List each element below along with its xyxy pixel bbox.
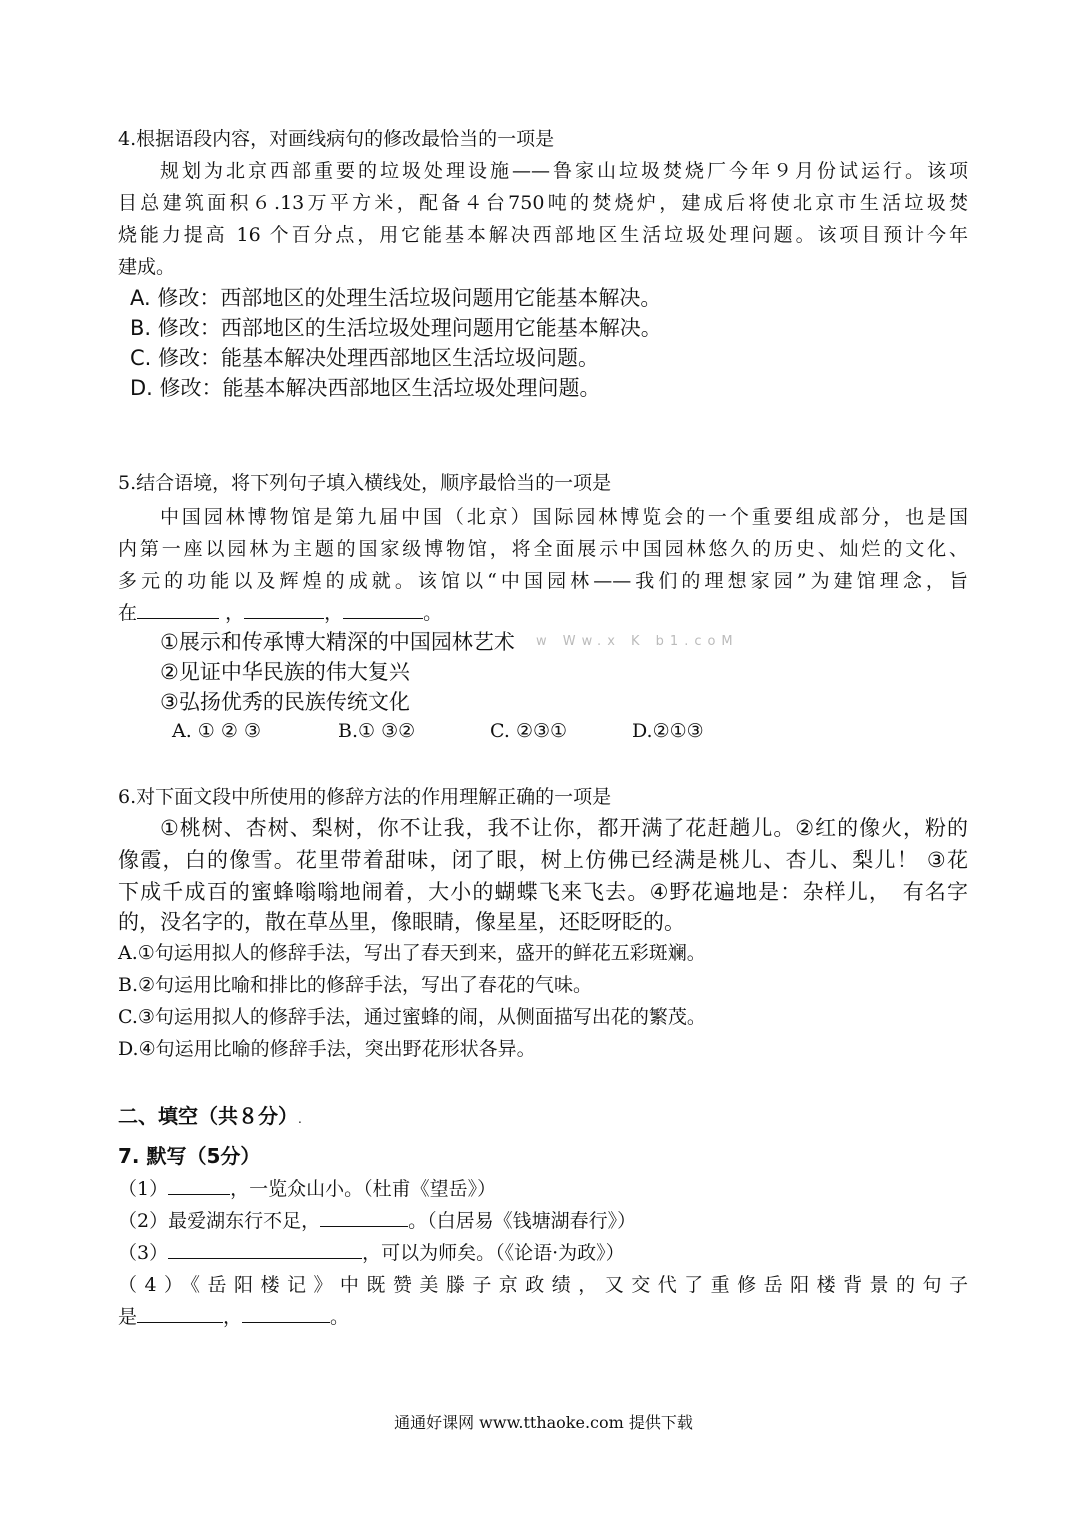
q4-passage-line-4: 建成。 — [118, 256, 176, 278]
q7-line-1-suffix: ，一览众山小。（杜甫《望岳》） — [230, 1178, 497, 1200]
q4-passage-line-2: 目总建筑面积６.13万平方米，配备４台750吨的焚烧炉，建成后将使北京市生活垃圾焚 — [118, 192, 968, 214]
q5-option-a[interactable]: A. ① ② ③ — [172, 720, 261, 742]
q5-separator: 。 — [423, 602, 443, 624]
q4-stem: 4.根据语段内容，对画线病句的修改最恰当的一项是 — [118, 128, 555, 150]
q6-stem: 6.对下面文段中所使用的修辞方法的作用理解正确的一项是 — [118, 786, 612, 808]
q5-blank-3[interactable] — [343, 600, 423, 619]
q5-separator: ， — [324, 602, 344, 624]
q7-line-5 — [118, 1302, 349, 1329]
section-title — [118, 1100, 302, 1129]
q7-line-5-prefix: 是 — [118, 1306, 138, 1328]
q5-blank-1[interactable] — [137, 600, 219, 619]
q7-line-5-separator: ， — [223, 1306, 243, 1328]
q6-passage-line-2: 像霞，白的像雪。花里带着甜味，闭了眼，树上仿佛已经满是桃儿、杏儿、梨儿！ ③花 — [118, 848, 968, 872]
q4-passage-line-1: 规划为北京西部重要的垃圾处理设施——鲁家山垃圾焚烧厂今年９月份试运行。该项 — [160, 160, 968, 182]
section-title-dot: . — [298, 1112, 302, 1126]
q7-title: 7. 默写（5分） — [118, 1144, 261, 1168]
q5-passage-line-4 — [118, 598, 442, 625]
q5-sentence-2: ②见证中华民族的伟大复兴 — [160, 660, 410, 684]
q5-option-b[interactable]: B.① ③② — [338, 720, 416, 742]
q6-passage-line-3: 下成千成百的蜜蜂嗡嗡地闹着，大小的蝴蝶飞来飞去。④野花遍地是：杂样儿， 有名字 — [118, 880, 968, 904]
q4-option-a[interactable]: A. 修改：西部地区的处理生活垃圾问题用它能基本解决。 — [130, 286, 662, 310]
q7-line-2-suffix: 。（白居易《钱塘湖春行》） — [408, 1210, 637, 1232]
q6-option-c[interactable]: C.③句运用拟人的修辞手法，通过蜜蜂的闹，从侧面描写出花的繁茂。 — [118, 1006, 706, 1028]
q7-line-5-suffix: 。 — [330, 1306, 350, 1328]
q5-stem: 5.结合语境，将下列句子填入横线处，顺序最恰当的一项是 — [118, 472, 612, 494]
q5-passage-line-2: 内第一座以园林为主题的国家级博物馆，将全面展示中国园林悠久的历史、灿烂的文化、 — [118, 538, 968, 560]
q7-blank-2[interactable] — [320, 1208, 408, 1227]
q7-line-3 — [118, 1238, 625, 1265]
q5-passage-line-1: 中国园林博物馆是第九届中国（北京）国际园林博览会的一个重要组成部分，也是国 — [160, 506, 968, 528]
q6-passage-line-4: 的，没名字的，散在草丛里，像眼睛，像星星，还眨呀眨的。 — [118, 910, 685, 934]
q7-line-1 — [118, 1174, 496, 1201]
footer-text: 通通好课网 www.tthaoke.com 提供下载 — [394, 1413, 693, 1432]
q4-option-c[interactable]: C. 修改：能基本解决处理西部地区生活垃圾问题。 — [130, 346, 600, 370]
section-title-text: 二、填空（共８分） — [118, 1104, 298, 1128]
q5-lead-text: 在 — [118, 602, 138, 624]
q7-blank-4[interactable] — [137, 1304, 223, 1323]
q5-sentence-3: ③弘扬优秀的民族传统文化 — [160, 690, 410, 714]
q7-blank-3[interactable] — [168, 1240, 362, 1259]
q7-line-2 — [118, 1206, 636, 1233]
q7-line-3-suffix: ，可以为师矣。（《论语·为政》） — [362, 1242, 625, 1264]
q5-sentence-1: ①展示和传承博大精深的中国园林艺术 — [160, 630, 515, 654]
q5-option-c[interactable]: C. ②③① — [490, 720, 568, 742]
watermark: w Ww.x K b1.coM — [536, 634, 739, 649]
q5-blank-2[interactable] — [244, 600, 324, 619]
q7-line-2-prefix: （2）最爱湖东行不足， — [118, 1210, 321, 1232]
q6-option-b[interactable]: B.②句运用比喻和排比的修辞手法，写出了春花的气味。 — [118, 974, 593, 996]
q7-line-4: （4）《岳阳楼记》中既赞美滕子京政绩，又交代了重修岳阳楼背景的句子 — [118, 1274, 968, 1296]
q7-blank-5[interactable] — [242, 1304, 330, 1323]
q7-blank-1[interactable] — [168, 1176, 230, 1195]
q5-option-d[interactable]: D.②①③ — [632, 720, 704, 742]
q4-option-b[interactable]: B. 修改：西部地区的生活垃圾处理问题用它能基本解决。 — [130, 316, 662, 340]
q7-line-1-prefix: （1） — [118, 1178, 169, 1200]
q5-passage-line-3: 多元的功能以及辉煌的成就。该馆以“中国园林——我们的理想家园”为建馆理念，旨 — [118, 570, 968, 592]
q6-option-d[interactable]: D.④句运用比喻的修辞手法，突出野花形状各异。 — [118, 1038, 536, 1060]
q4-passage-line-3: 烧能力提高 16 个百分点，用它能基本解决西部地区生活垃圾处理问题。该项目预计今年 — [118, 224, 968, 246]
q4-option-d[interactable]: D. 修改：能基本解决西部地区生活垃圾处理问题。 — [130, 376, 601, 400]
q6-option-a[interactable]: A.①句运用拟人的修辞手法，写出了春天到来，盛开的鲜花五彩斑斓。 — [118, 942, 706, 964]
q5-separator: ， — [225, 602, 245, 624]
q6-passage-line-1: ①桃树、杏树、梨树，你不让我，我不让你，都开满了花赶趟儿。②红的像火，粉的 — [160, 816, 968, 840]
q7-line-3-prefix: （3） — [118, 1242, 169, 1264]
